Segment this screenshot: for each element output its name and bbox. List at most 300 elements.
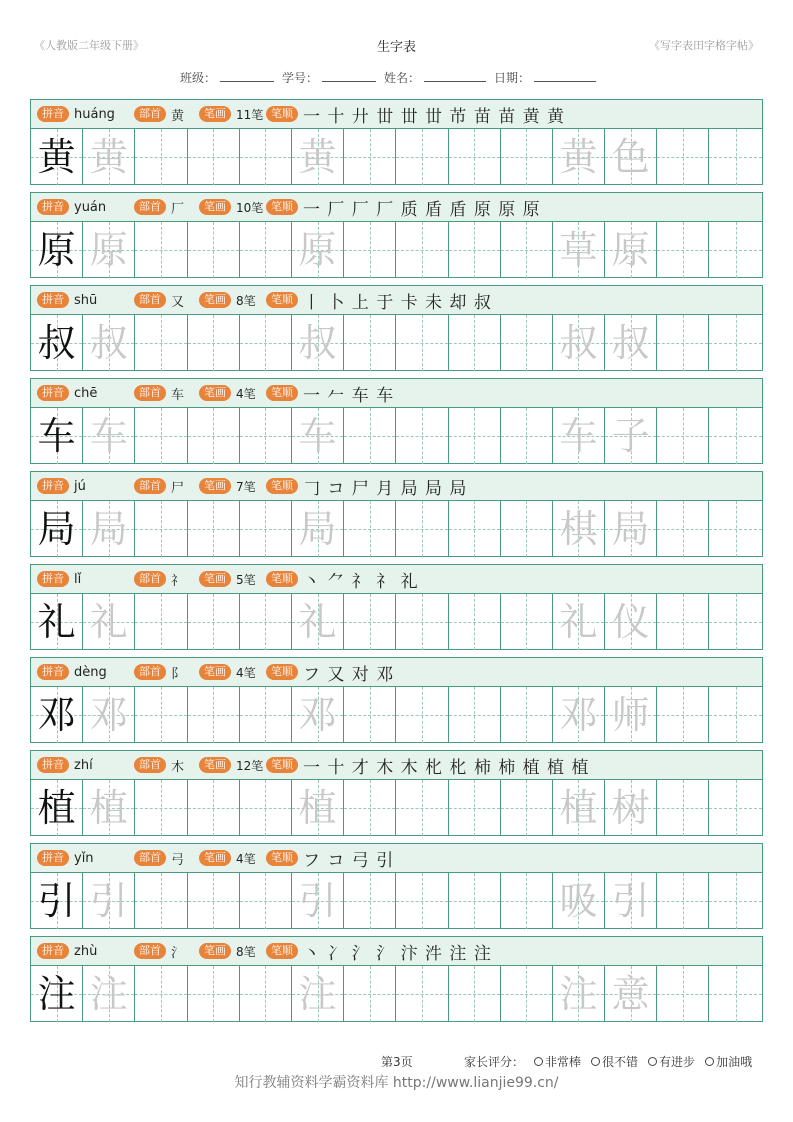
writing-cell[interactable]: [709, 129, 761, 185]
writing-cell[interactable]: [188, 129, 240, 185]
entry-header: [31, 193, 762, 222]
character-entry: [30, 750, 763, 836]
pinyin-value: huáng: [74, 106, 115, 122]
writing-cell[interactable]: [83, 501, 135, 557]
trace-character: 子: [611, 414, 650, 458]
trace-character: 邓: [559, 693, 598, 737]
eval-option-keep-going[interactable]: [705, 1053, 752, 1070]
trace-character: 师: [611, 693, 650, 737]
writing-cell[interactable]: [709, 594, 761, 650]
tianzige-grid: [31, 408, 762, 464]
student-info: [180, 69, 596, 86]
writing-cell[interactable]: [83, 687, 135, 743]
writing-cell[interactable]: [449, 873, 501, 929]
character-entry: [30, 564, 763, 650]
radical-value: 又: [171, 294, 185, 310]
writing-cell[interactable]: [188, 873, 240, 929]
writing-cell[interactable]: [135, 966, 187, 1022]
writing-cell[interactable]: [396, 966, 448, 1022]
radical-value: 厂: [171, 201, 185, 217]
model-character: 引: [37, 879, 76, 923]
character-entry: [30, 471, 763, 557]
name-field[interactable]: [424, 70, 486, 82]
trace-character: 黄: [559, 135, 598, 179]
model-character: 原: [37, 228, 76, 272]
writing-cell[interactable]: [709, 408, 761, 464]
entry-header: [31, 937, 762, 966]
writing-cell[interactable]: [240, 408, 292, 464]
writing-cell[interactable]: [83, 594, 135, 650]
writing-cell[interactable]: [709, 315, 761, 371]
writing-cell[interactable]: [553, 780, 605, 836]
writing-cell[interactable]: [83, 780, 135, 836]
stroke-order-sequence: フ コ 弓 引: [303, 850, 395, 871]
tianzige-grid: [31, 594, 762, 650]
trace-character: 叔: [89, 321, 128, 365]
number-label: 学号：: [282, 71, 319, 85]
writing-cell[interactable]: [396, 129, 448, 185]
stroke-order-sequence: 丨 卜 上 于 卡 未 却 叔: [303, 292, 492, 313]
trace-character: 植: [89, 786, 128, 830]
stroke-order-sequence: 一 𠂉 车 车: [303, 385, 395, 406]
writing-cell[interactable]: [83, 129, 135, 185]
model-character: 黄: [37, 135, 76, 179]
writing-cell[interactable]: [240, 780, 292, 836]
writing-cell[interactable]: [657, 594, 709, 650]
trace-character: 原: [611, 228, 650, 272]
writing-cell[interactable]: [657, 129, 709, 185]
writing-cell[interactable]: [605, 408, 657, 464]
writing-cell[interactable]: [344, 501, 396, 557]
writing-cell[interactable]: [83, 315, 135, 371]
writing-cell[interactable]: [344, 408, 396, 464]
writing-cell[interactable]: [657, 780, 709, 836]
writing-cell[interactable]: [135, 315, 187, 371]
entry-header: [31, 751, 762, 780]
pinyin-tag: 拼音: [37, 199, 69, 215]
trace-character: 注: [559, 972, 598, 1016]
writing-cell[interactable]: [657, 315, 709, 371]
trace-character: 叔: [559, 321, 598, 365]
writing-cell[interactable]: [188, 687, 240, 743]
writing-cell[interactable]: [501, 222, 553, 278]
strokes-tag: 笔画: [199, 106, 231, 122]
pinyin-tag: 拼音: [37, 571, 69, 587]
trace-character: 注: [89, 972, 128, 1016]
writing-cell[interactable]: [240, 873, 292, 929]
character-entry: [30, 657, 763, 743]
trace-character: 树: [611, 786, 650, 830]
strokes-value: 4笔: [236, 386, 256, 401]
writing-cell[interactable]: [709, 873, 761, 929]
trace-character: 邓: [298, 693, 337, 737]
writing-cell[interactable]: [188, 222, 240, 278]
trace-character: 引: [611, 879, 650, 923]
pinyin-tag: 拼音: [37, 478, 69, 494]
writing-cell[interactable]: [135, 408, 187, 464]
writing-cell[interactable]: [292, 501, 344, 557]
stroke-order-tag: 笔顺: [266, 106, 298, 122]
writing-cell[interactable]: [240, 129, 292, 185]
tianzige-grid: [31, 501, 762, 557]
radical-value: 车: [171, 387, 185, 403]
writing-cell[interactable]: [292, 129, 344, 185]
writing-cell[interactable]: [501, 129, 553, 185]
model-character: 礼: [37, 600, 76, 644]
writing-cell[interactable]: [396, 501, 448, 557]
pinyin-tag: 拼音: [37, 850, 69, 866]
writing-cell[interactable]: [292, 873, 344, 929]
trace-character: 黄: [89, 135, 128, 179]
trace-character: 局: [298, 507, 337, 551]
entry-header: [31, 379, 762, 408]
eval-option-label: 很不错: [602, 1055, 639, 1069]
radical-tag: 部首: [134, 757, 166, 773]
eval-option-good[interactable]: [591, 1053, 638, 1070]
pinyin-value: zhù: [74, 943, 98, 959]
character-entry: [30, 936, 763, 1022]
pinyin-value: dèng: [74, 664, 107, 680]
writing-cell[interactable]: [292, 966, 344, 1022]
strokes-tag: 笔画: [199, 850, 231, 866]
writing-cell[interactable]: [501, 594, 553, 650]
radical-tag: 部首: [134, 106, 166, 122]
strokes-tag: 笔画: [199, 385, 231, 401]
page-title: 生字表: [376, 40, 416, 55]
page-number: 第3页: [381, 1055, 413, 1069]
trace-character: 叔: [298, 321, 337, 365]
trace-character: 原: [89, 228, 128, 272]
eval-option-label: 非常棒: [545, 1055, 582, 1069]
writing-cell[interactable]: [605, 966, 657, 1022]
writing-cell[interactable]: [605, 129, 657, 185]
stroke-order-tag: 笔顺: [266, 943, 298, 959]
pinyin-tag: 拼音: [37, 292, 69, 308]
character-entry: [30, 192, 763, 278]
writing-cell[interactable]: [657, 966, 709, 1022]
tianzige-grid: [31, 873, 762, 929]
trace-character: 意: [611, 972, 650, 1016]
writing-cell[interactable]: [188, 501, 240, 557]
radio-circle-icon: [648, 1057, 657, 1066]
writing-cell[interactable]: [657, 873, 709, 929]
writing-cell[interactable]: [344, 222, 396, 278]
stroke-order-tag: 笔顺: [266, 757, 298, 773]
stroke-order-sequence: 丶 冫 氵 氵 汴 汼 注 注: [303, 943, 492, 964]
eval-option-label: 加油哦: [716, 1055, 753, 1069]
writing-cell[interactable]: [657, 687, 709, 743]
writing-cell[interactable]: [240, 315, 292, 371]
writing-cell[interactable]: [553, 687, 605, 743]
writing-cell[interactable]: [449, 408, 501, 464]
writing-cell[interactable]: [449, 501, 501, 557]
writing-cell[interactable]: [449, 687, 501, 743]
stroke-order-tag: 笔顺: [266, 850, 298, 866]
writing-cell[interactable]: [135, 222, 187, 278]
writing-cell[interactable]: [31, 594, 83, 650]
trace-character: 引: [89, 879, 128, 923]
radical-tag: 部首: [134, 478, 166, 494]
radio-circle-icon: [534, 1057, 543, 1066]
trace-character: 植: [298, 786, 337, 830]
writing-cell[interactable]: [709, 501, 761, 557]
strokes-value: 8笔: [236, 293, 256, 308]
writing-cell[interactable]: [31, 966, 83, 1022]
strokes-value: 11笔: [236, 107, 264, 122]
writing-cell[interactable]: [449, 129, 501, 185]
strokes-tag: 笔画: [199, 943, 231, 959]
radical-value: 弓: [171, 852, 185, 868]
pinyin-value: yǐn: [74, 850, 94, 866]
entry-header: [31, 844, 762, 873]
writing-cell[interactable]: [657, 501, 709, 557]
writing-cell[interactable]: [396, 780, 448, 836]
character-entry: [30, 285, 763, 371]
parent-evaluation: [464, 1053, 752, 1070]
radical-tag: 部首: [134, 664, 166, 680]
strokes-tag: 笔画: [199, 757, 231, 773]
writing-cell[interactable]: [396, 594, 448, 650]
eval-option-excellent[interactable]: [534, 1053, 581, 1070]
radical-tag: 部首: [134, 850, 166, 866]
writing-cell[interactable]: [344, 594, 396, 650]
writing-cell[interactable]: [240, 966, 292, 1022]
strokes-tag: 笔画: [199, 292, 231, 308]
class-field[interactable]: [220, 70, 274, 82]
eval-option-label: 有进步: [659, 1055, 696, 1069]
tianzige-grid: [31, 966, 762, 1022]
character-entry: [30, 378, 763, 464]
radical-tag: 部首: [134, 385, 166, 401]
stroke-order-sequence: 一 十 才 木 木 朼 朼 柿 柿 植 植 植: [303, 757, 590, 778]
trace-character: 局: [89, 507, 128, 551]
pinyin-value: yuán: [74, 199, 107, 215]
writing-cell[interactable]: [553, 501, 605, 557]
writing-cell[interactable]: [709, 966, 761, 1022]
pinyin-value: lǐ: [74, 571, 82, 587]
writing-cell[interactable]: [31, 780, 83, 836]
trace-character: 局: [611, 507, 650, 551]
trace-character: 车: [298, 414, 337, 458]
radical-value: 氵: [171, 945, 185, 961]
pinyin-value: chē: [74, 385, 98, 401]
writing-cell[interactable]: [83, 222, 135, 278]
writing-cell[interactable]: [83, 873, 135, 929]
writing-cell[interactable]: [501, 315, 553, 371]
pinyin-tag: 拼音: [37, 664, 69, 680]
number-field[interactable]: [322, 70, 376, 82]
writing-cell[interactable]: [135, 594, 187, 650]
writing-cell[interactable]: [292, 594, 344, 650]
writing-cell[interactable]: [292, 315, 344, 371]
writing-cell[interactable]: [344, 315, 396, 371]
tianzige-grid: [31, 222, 762, 278]
writing-cell[interactable]: [709, 222, 761, 278]
writing-cell[interactable]: [553, 966, 605, 1022]
radical-tag: 部首: [134, 199, 166, 215]
trace-character: 礼: [298, 600, 337, 644]
strokes-value: 12笔: [236, 758, 264, 773]
writing-cell[interactable]: [240, 594, 292, 650]
strokes-value: 5笔: [236, 572, 256, 587]
writing-cell[interactable]: [31, 408, 83, 464]
strokes-tag: 笔画: [199, 199, 231, 215]
writing-cell[interactable]: [396, 408, 448, 464]
strokes-value: 7笔: [236, 479, 256, 494]
character-entry: [30, 843, 763, 929]
strokes-value: 4笔: [236, 851, 256, 866]
model-character: 注: [37, 972, 76, 1016]
writing-cell[interactable]: [83, 966, 135, 1022]
writing-cell[interactable]: [449, 966, 501, 1022]
trace-character: 礼: [559, 600, 598, 644]
class-label: 班级：: [180, 71, 217, 85]
strokes-tag: 笔画: [199, 571, 231, 587]
tianzige-grid: [31, 687, 762, 743]
radical-tag: 部首: [134, 292, 166, 308]
writing-cell[interactable]: [135, 129, 187, 185]
writing-cell[interactable]: [605, 315, 657, 371]
radical-value: 礻: [171, 573, 185, 589]
trace-character: 植: [559, 786, 598, 830]
strokes-tag: 笔画: [199, 478, 231, 494]
writing-cell[interactable]: [344, 687, 396, 743]
strokes-value: 10笔: [236, 200, 264, 215]
radio-circle-icon: [591, 1057, 600, 1066]
strokes-value: 4笔: [236, 665, 256, 680]
writing-cell[interactable]: [553, 408, 605, 464]
writing-cell[interactable]: [657, 408, 709, 464]
writing-cell[interactable]: [135, 873, 187, 929]
writing-cell[interactable]: [31, 315, 83, 371]
strokes-value: 8笔: [236, 944, 256, 959]
book-title: 《人教版二年级下册》: [34, 39, 144, 52]
writing-cell[interactable]: [605, 780, 657, 836]
writing-cell[interactable]: [188, 966, 240, 1022]
writing-cell[interactable]: [396, 315, 448, 371]
writing-cell[interactable]: [240, 501, 292, 557]
writing-cell[interactable]: [292, 408, 344, 464]
writing-cell[interactable]: [449, 780, 501, 836]
writing-cell[interactable]: [135, 501, 187, 557]
writing-cell[interactable]: [188, 408, 240, 464]
writing-cell[interactable]: [292, 222, 344, 278]
writing-cell[interactable]: [501, 873, 553, 929]
writing-cell[interactable]: [344, 966, 396, 1022]
pinyin-tag: 拼音: [37, 943, 69, 959]
trace-character: 邓: [89, 693, 128, 737]
stroke-order-tag: 笔顺: [266, 571, 298, 587]
writing-cell[interactable]: [553, 594, 605, 650]
writing-cell[interactable]: [396, 873, 448, 929]
writing-cell[interactable]: [31, 129, 83, 185]
model-character: 邓: [37, 693, 76, 737]
writing-cell[interactable]: [605, 222, 657, 278]
stroke-order-sequence: 一 厂 厂 厂 质 盾 盾 原 原 原: [303, 199, 541, 220]
pinyin-tag: 拼音: [37, 757, 69, 773]
stroke-order-tag: 笔顺: [266, 478, 298, 494]
writing-cell[interactable]: [501, 687, 553, 743]
radical-value: 木: [171, 759, 185, 775]
trace-character: 仪: [611, 600, 650, 644]
model-character: 局: [37, 507, 76, 551]
name-label: 姓名：: [384, 71, 421, 85]
writing-cell[interactable]: [396, 687, 448, 743]
trace-character: 黄: [298, 135, 337, 179]
writing-cell[interactable]: [605, 501, 657, 557]
writing-cell[interactable]: [135, 687, 187, 743]
writing-cell[interactable]: [553, 315, 605, 371]
writing-cell[interactable]: [135, 780, 187, 836]
writing-cell[interactable]: [292, 780, 344, 836]
writing-cell[interactable]: [553, 129, 605, 185]
strokes-tag: 笔画: [199, 664, 231, 680]
pinyin-tag: 拼音: [37, 106, 69, 122]
entry-header: [31, 565, 762, 594]
radical-value: 阝: [171, 666, 185, 682]
writing-cell[interactable]: [501, 408, 553, 464]
writing-cell[interactable]: [240, 222, 292, 278]
stroke-order-sequence: 丶 ⺈ 礻 礻 礼: [303, 571, 419, 592]
writing-cell[interactable]: [344, 780, 396, 836]
writing-cell[interactable]: [501, 780, 553, 836]
writing-cell[interactable]: [396, 222, 448, 278]
trace-character: 车: [559, 414, 598, 458]
writing-cell[interactable]: [553, 222, 605, 278]
writing-cell[interactable]: [344, 873, 396, 929]
stroke-order-tag: 笔顺: [266, 199, 298, 215]
date-field[interactable]: [534, 70, 596, 82]
writing-cell[interactable]: [449, 222, 501, 278]
pinyin-value: jú: [74, 478, 86, 494]
trace-character: 礼: [89, 600, 128, 644]
writing-cell[interactable]: [31, 873, 83, 929]
stroke-order-sequence: 𠃌 コ 尸 月 局 局 局: [303, 478, 468, 499]
writing-cell[interactable]: [605, 687, 657, 743]
writing-cell[interactable]: [240, 687, 292, 743]
writing-cell[interactable]: [344, 129, 396, 185]
eval-option-improved[interactable]: [648, 1053, 695, 1070]
writing-cell[interactable]: [292, 687, 344, 743]
writing-cell[interactable]: [188, 594, 240, 650]
writing-cell[interactable]: [188, 780, 240, 836]
stroke-order-sequence: 一 十 廾 丗 丗 丗 芇 苗 苗 黄 黄: [303, 106, 566, 127]
writing-cell[interactable]: [449, 594, 501, 650]
writing-cell[interactable]: [605, 594, 657, 650]
writing-cell[interactable]: [31, 687, 83, 743]
writing-cell[interactable]: [657, 222, 709, 278]
writing-cell[interactable]: [709, 780, 761, 836]
entry-header: [31, 472, 762, 501]
pinyin-tag: 拼音: [37, 385, 69, 401]
writing-cell[interactable]: [31, 222, 83, 278]
trace-character: 草: [559, 228, 598, 272]
trace-character: 车: [89, 414, 128, 458]
writing-cell[interactable]: [449, 315, 501, 371]
writing-cell[interactable]: [553, 873, 605, 929]
stroke-order-tag: 笔顺: [266, 385, 298, 401]
writing-cell[interactable]: [605, 873, 657, 929]
writing-cell[interactable]: [188, 315, 240, 371]
source-watermark: 知行教辅资料学霸资料库 http://www.lianjie99.cn/: [234, 1075, 559, 1091]
writing-cell[interactable]: [83, 408, 135, 464]
writing-cell[interactable]: [31, 501, 83, 557]
writing-cell[interactable]: [501, 966, 553, 1022]
radical-value: 尸: [171, 480, 185, 496]
entry-header: [31, 286, 762, 315]
writing-cell[interactable]: [501, 501, 553, 557]
writing-cell[interactable]: [709, 687, 761, 743]
